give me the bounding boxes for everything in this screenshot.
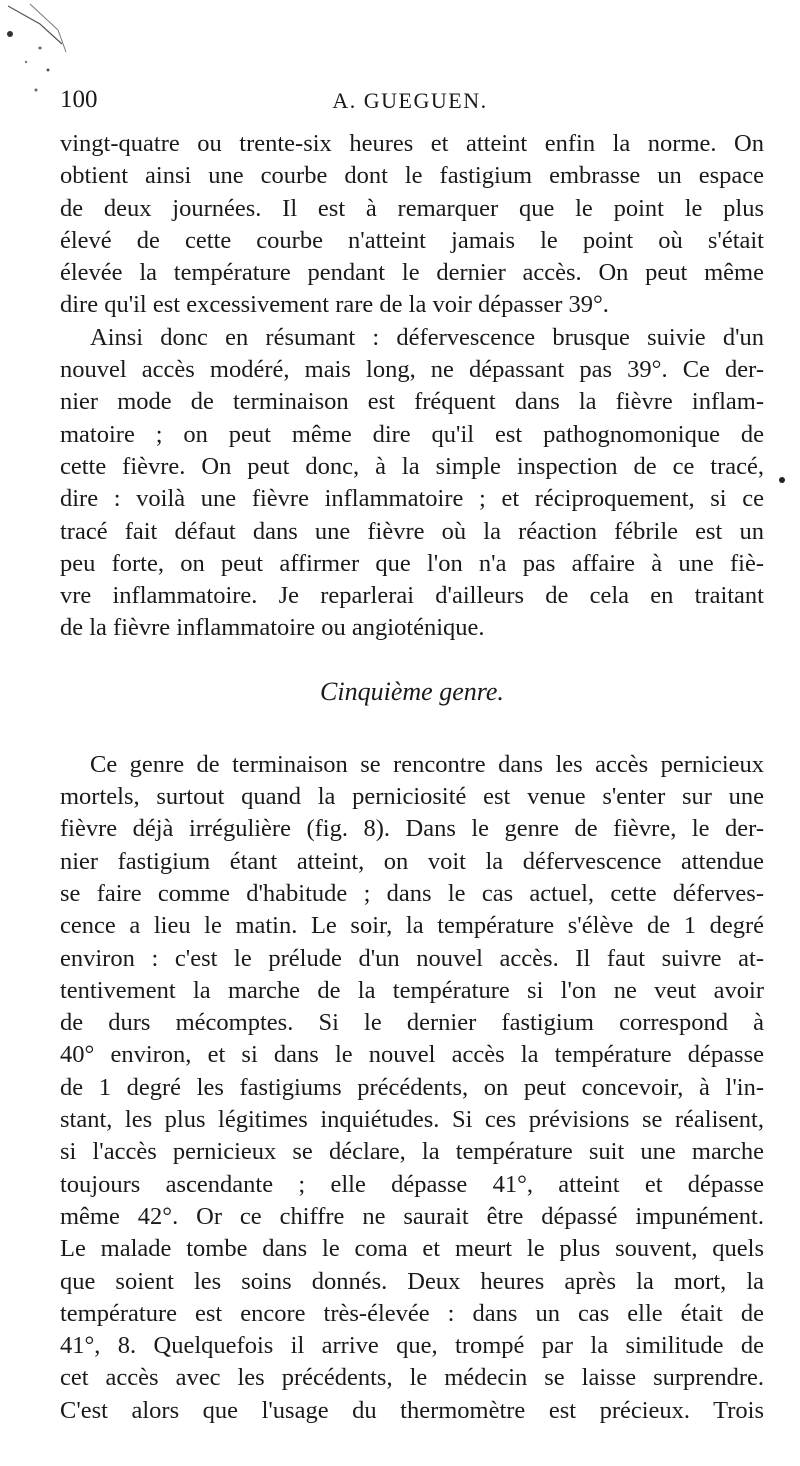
text-line: température est encore très-élevée : dans un cas elle était de bbox=[60, 1299, 764, 1327]
text-line: élevé de cette courbe n'atteint jamais le point où s'était bbox=[60, 226, 764, 254]
text-line: C'est alors que l'usage du thermomètre est précieux. Trois bbox=[60, 1396, 764, 1424]
text-line: 41°, 8. Quelquefois il arrive que, trompé par la similitude de bbox=[60, 1332, 764, 1360]
section-title: Cinquième genre. bbox=[320, 676, 504, 706]
text-line: nier mode de terminaison est fréquent dans la fièvre inflam- bbox=[60, 388, 764, 416]
text-line: vingt-quatre ou trente-six heures et atteint enfin la norme. On bbox=[60, 130, 764, 157]
text-line: environ : c'est le prélude d'un nouvel accès. Il faut suivre at- bbox=[60, 944, 764, 972]
margin-ink-dot bbox=[779, 477, 785, 483]
text-line: dire qu'il est excessivement rare de la voir dépasser 39°. bbox=[60, 291, 609, 319]
text-line: matoire ; on peut même dire qu'il est pathognomonique de bbox=[60, 420, 764, 448]
running-head: A. GUEGUEN. bbox=[332, 88, 488, 113]
text-line: que soient les soins donnés. Deux heures après la mort, la bbox=[60, 1267, 764, 1295]
text-line: de la fièvre inflammatoire ou angioténique. bbox=[60, 614, 485, 642]
text-line: stant, les plus légitimes inquiétudes. Si ces prévisions se réalisent, bbox=[60, 1106, 764, 1134]
spacer bbox=[60, 715, 764, 749]
paragraph bbox=[60, 128, 764, 322]
text-line: cence a lieu le matin. Le soir, la température s'élève de 1 degré bbox=[60, 912, 764, 940]
text-line: cette fièvre. On peut donc, à la simple inspection de ce tracé, bbox=[60, 452, 764, 480]
text-line: toujours ascendante ; elle dépasse 41°, atteint et dépasse bbox=[60, 1170, 764, 1198]
text-line: fièvre déjà irrégulière (fig. 8). Dans le genre de fièvre, le der- bbox=[60, 815, 764, 843]
text-line: se faire comme d'habitude ; dans le cas actuel, cette déferves- bbox=[60, 879, 764, 907]
text-line: obtient ainsi une courbe dont le fastigium embrasse un espace bbox=[60, 162, 764, 190]
text-line: même 42°. Or ce chiffre ne saurait être dépassé impunément. bbox=[60, 1202, 764, 1230]
paragraph bbox=[60, 749, 764, 1427]
text-line: nier fastigium étant atteint, on voit la défervescence attendue bbox=[60, 847, 764, 875]
page-header bbox=[60, 86, 760, 116]
text-line: Le malade tombe dans le coma et meurt le plus souvent, quels bbox=[60, 1235, 764, 1263]
text-line: si l'accès pernicieux se déclare, la température suit une marche bbox=[60, 1138, 764, 1166]
text-line: nouvel accès modéré, mais long, ne dépassant pas 39°. Ce der- bbox=[60, 356, 764, 384]
body-text bbox=[60, 128, 764, 1427]
text-line: peu forte, on peut affirmer que l'on n'a pas affaire à une fiè- bbox=[60, 549, 764, 577]
page-number: 100 bbox=[60, 86, 98, 113]
text-line: mortels, surtout quand la perniciosité est venue s'enter sur une bbox=[60, 783, 764, 811]
text-line: 40° environ, et si dans le nouvel accès la température dépasse bbox=[60, 1041, 764, 1069]
text-line: élevée la température pendant le dernier accès. On peut même bbox=[60, 259, 764, 287]
text-line: de 1 degré les fastigiums précédents, on peut concevoir, à l'in- bbox=[60, 1073, 764, 1101]
text-line: tentivement la marche de la température si l'on ne veut avoir bbox=[60, 976, 764, 1004]
text-line: Ainsi donc en résumant : défervescence brusque suivie d'un bbox=[90, 323, 764, 351]
text-line: tracé fait défaut dans une fièvre où la réaction fébrile est un bbox=[60, 517, 764, 545]
paragraph bbox=[60, 322, 764, 645]
text-line: Ce genre de terminaison se rencontre dans les accès pernicieux bbox=[90, 750, 764, 778]
text-line: de durs mécomptes. Si le dernier fastigium correspond à bbox=[60, 1009, 764, 1037]
text-line: vre inflammatoire. Je reparlerai d'ailleurs de cela en traitant bbox=[60, 582, 764, 610]
text-line: de deux journées. Il est à remarquer que le point le plus bbox=[60, 194, 764, 222]
text-line: cet accès avec les précédents, le médecin se laisse surprendre. bbox=[60, 1364, 764, 1392]
text-line: dire : voilà une fièvre inflammatoire ; et réciproquement, si ce bbox=[60, 485, 764, 513]
